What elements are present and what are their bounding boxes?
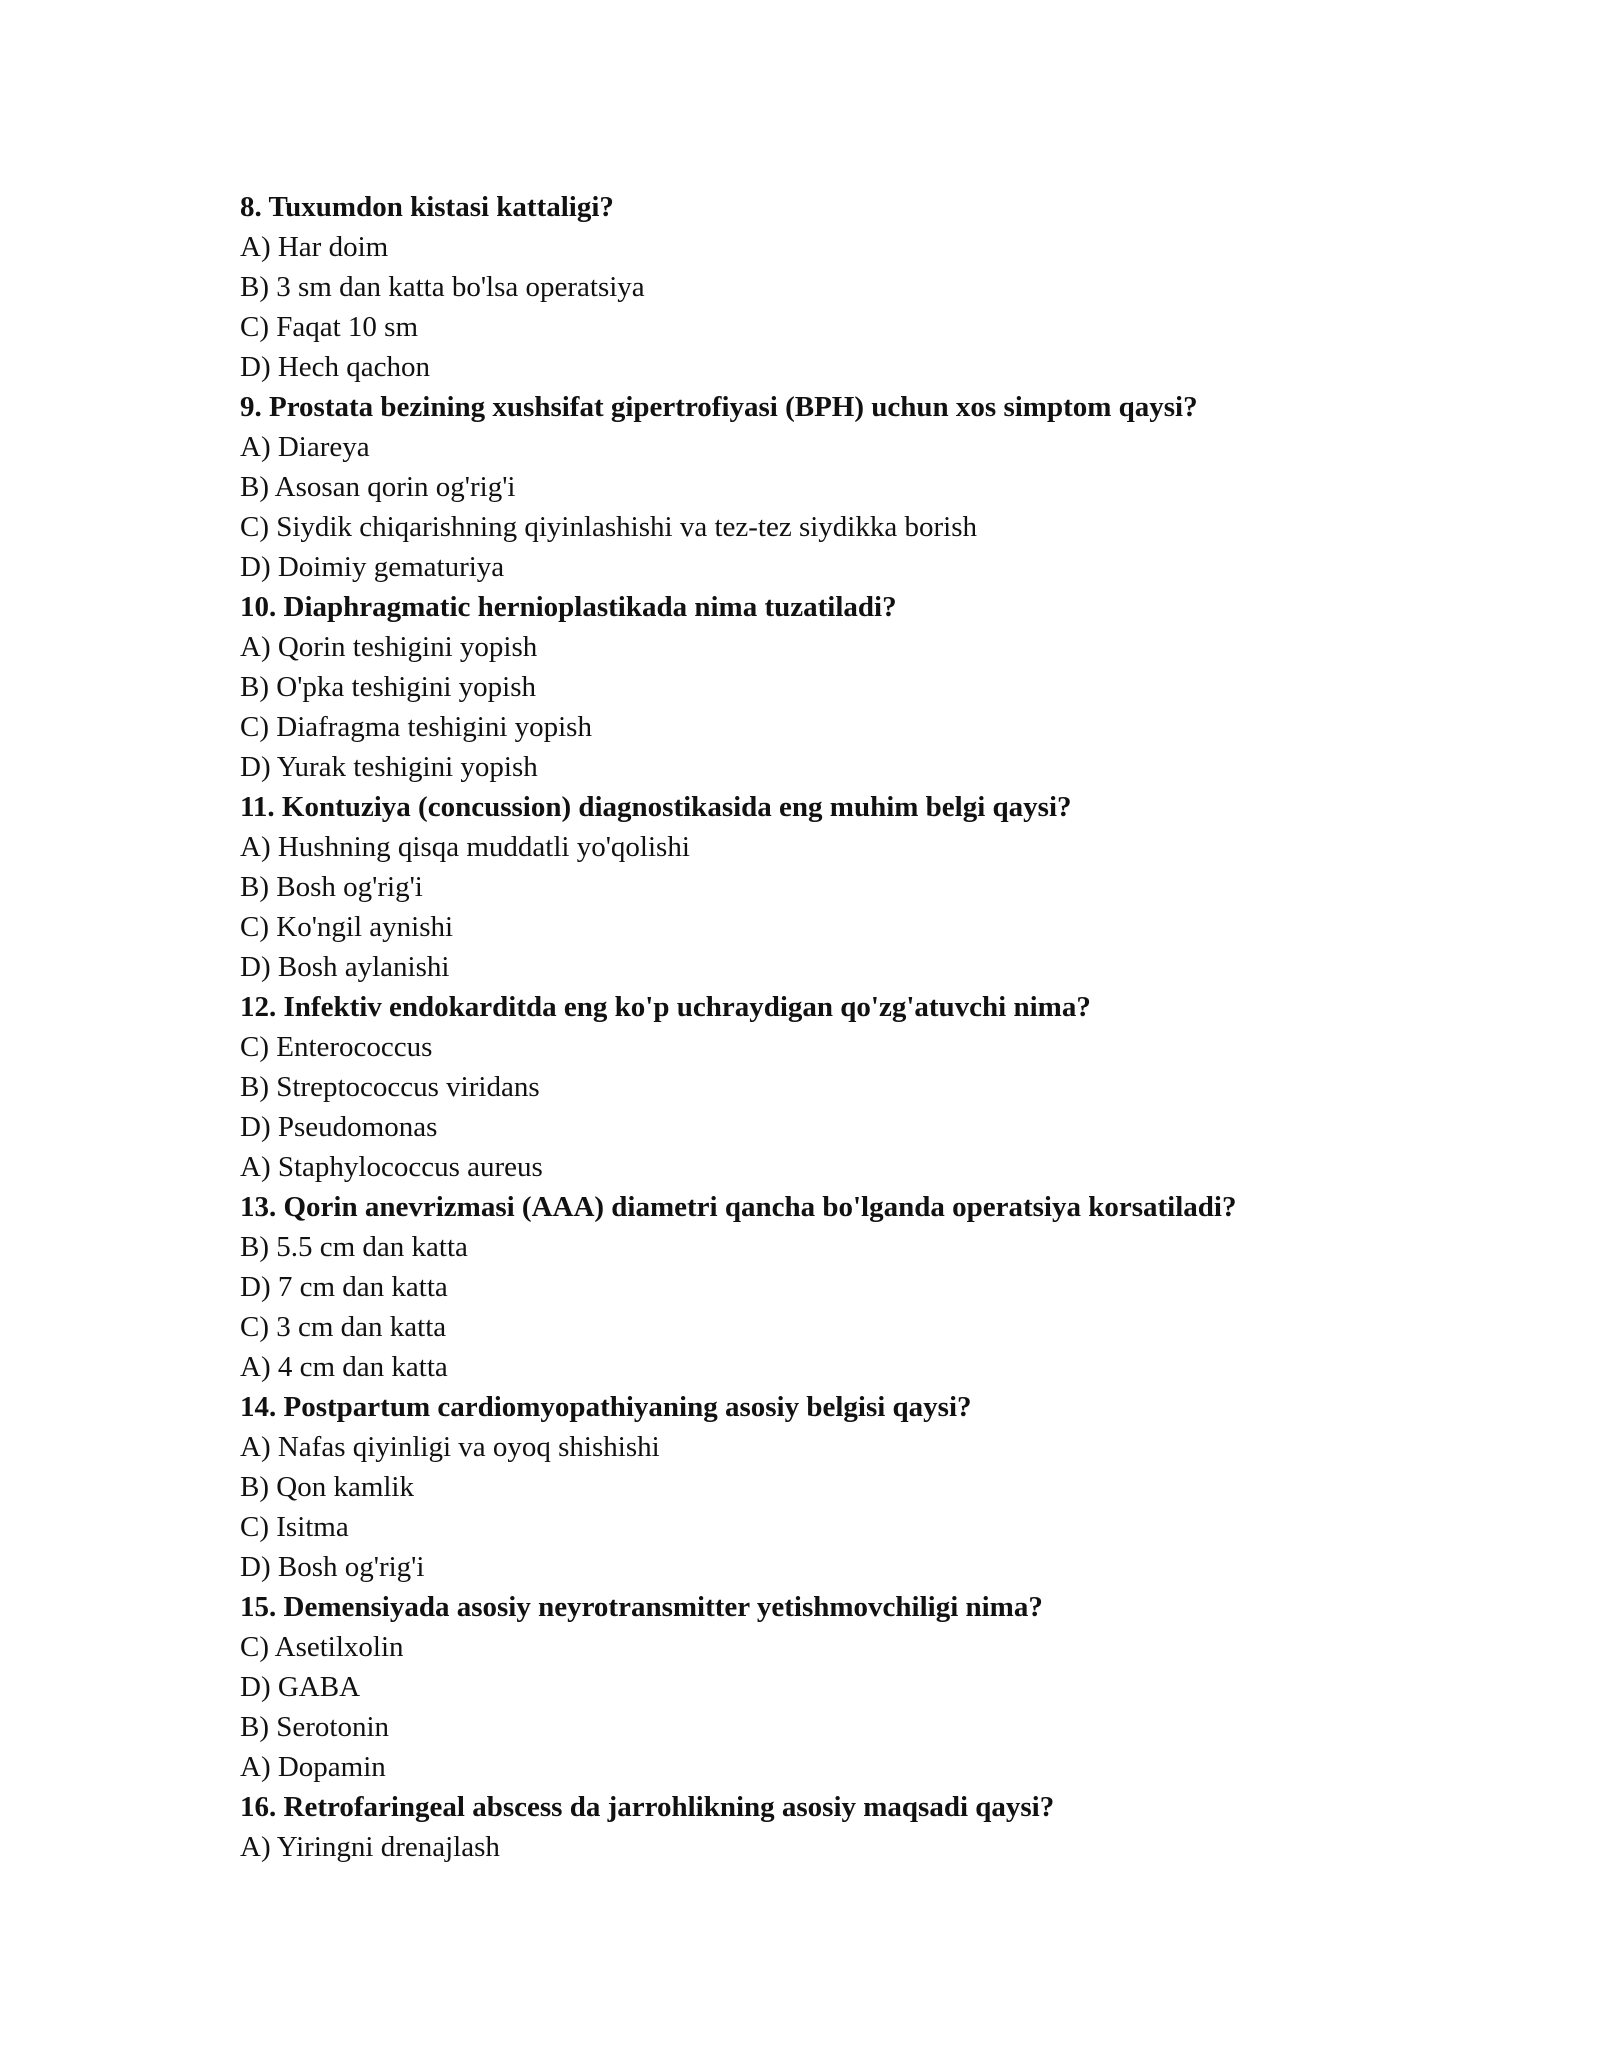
answer-option: C) Asetilxolin (240, 1631, 404, 1663)
question-title: 16. Retrofaringeal abscess da jarrohlikning asosiy maqsadi qaysi? (240, 1791, 1055, 1823)
answer-option: B) Streptococcus viridans (240, 1071, 540, 1103)
answer-option: C) Isitma (240, 1511, 349, 1543)
answer-option: A) Dopamin (240, 1751, 386, 1783)
answer-option: B) Bosh og'rig'i (240, 871, 423, 903)
question-title: 9. Prostata bezining xushsifat gipertrofiyasi (BPH) uchun xos simptom qaysi? (240, 391, 1198, 423)
answer-option: B) 5.5 cm dan katta (240, 1231, 468, 1263)
question-9 (240, 387, 1440, 587)
answer-option: D) GABA (240, 1671, 361, 1703)
answer-option: D) Hech qachon (240, 351, 431, 383)
question-title: 11. Kontuziya (concussion) diagnostikasida eng muhim belgi qaysi? (240, 791, 1072, 823)
question-8 (240, 187, 1440, 387)
answer-option: B) 3 sm dan katta bo'lsa operatsiya (240, 271, 645, 303)
answer-option: A) Hushning qisqa muddatli yo'qolishi (240, 831, 690, 863)
answer-option: A) Nafas qiyinligi va oyoq shishishi (240, 1431, 660, 1463)
question-10 (240, 587, 1440, 787)
question-title: 14. Postpartum cardiomyopathiyaning asosiy belgisi qaysi? (240, 1391, 972, 1423)
answer-option: D) Yurak teshigini yopish (240, 751, 538, 783)
document-page (240, 187, 1440, 1867)
answer-option: B) Qon kamlik (240, 1471, 414, 1503)
answer-option: C) Siydik chiqarishning qiyinlashishi va tez-tez siydikka borish (240, 511, 977, 543)
answer-option: A) Diareya (240, 431, 370, 463)
answer-option: D) Pseudomonas (240, 1111, 438, 1143)
question-11 (240, 787, 1440, 987)
answer-option: A) Har doim (240, 231, 389, 263)
question-title: 8. Tuxumdon kistasi kattaligi? (240, 191, 614, 223)
question-13 (240, 1187, 1440, 1387)
answer-option: D) Bosh aylanishi (240, 951, 450, 983)
answer-option: A) Qorin teshigini yopish (240, 631, 538, 663)
question-title: 12. Infektiv endokarditda eng ko'p uchraydigan qo'zg'atuvchi nima? (240, 991, 1091, 1023)
answer-option: B) O'pka teshigini yopish (240, 671, 537, 703)
answer-option: A) Yiringni drenajlash (240, 1831, 500, 1863)
answer-option: D) Bosh og'rig'i (240, 1551, 425, 1583)
answer-option: A) Staphylococcus aureus (240, 1151, 543, 1183)
question-title: 10. Diaphragmatic hernioplastikada nima tuzatiladi? (240, 591, 897, 623)
answer-option: D) Doimiy gematuriya (240, 551, 505, 583)
answer-option: C) Enterococcus (240, 1031, 433, 1063)
question-14 (240, 1387, 1440, 1587)
question-title: 15. Demensiyada asosiy neyrotransmitter yetishmovchiligi nima? (240, 1591, 1043, 1623)
answer-option: A) 4 cm dan katta (240, 1351, 448, 1383)
answer-option: C) Ko'ngil aynishi (240, 911, 454, 943)
answer-option: C) 3 cm dan katta (240, 1311, 447, 1343)
answer-option: C) Diafragma teshigini yopish (240, 711, 592, 743)
question-12 (240, 987, 1440, 1187)
answer-option: B) Asosan qorin og'rig'i (240, 471, 516, 503)
answer-option: C) Faqat 10 sm (240, 311, 419, 343)
answer-option: D) 7 cm dan katta (240, 1271, 448, 1303)
question-15 (240, 1587, 1440, 1787)
question-16 (240, 1787, 1440, 1867)
question-title: 13. Qorin anevrizmasi (AAA) diametri qancha bo'lganda operatsiya korsatiladi? (240, 1191, 1237, 1223)
answer-option: B) Serotonin (240, 1711, 390, 1743)
